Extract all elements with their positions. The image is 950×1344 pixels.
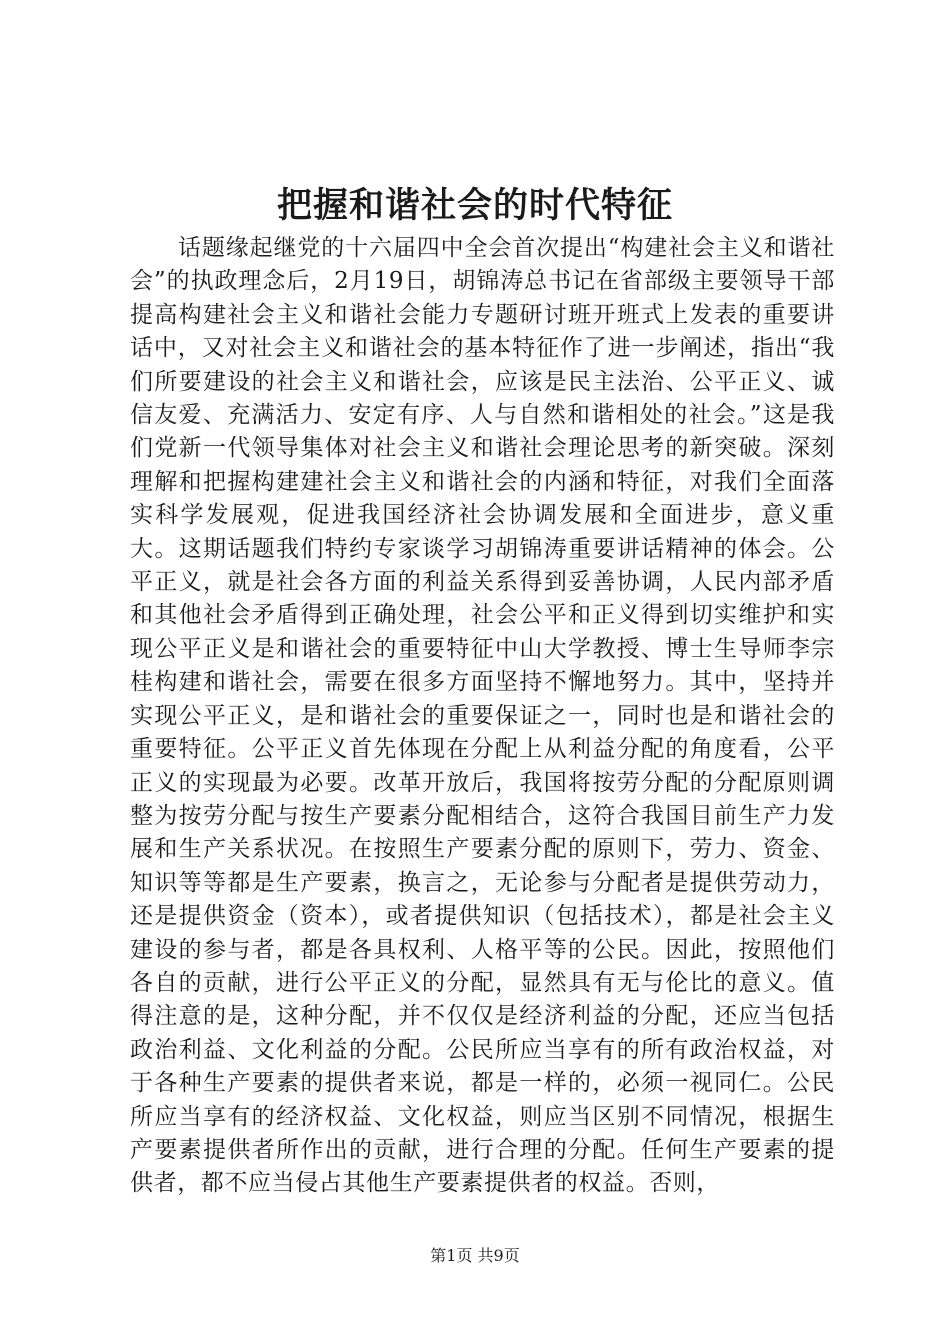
body-paragraph: 话题缘起继党的十六届四中全会首次提出“构建社会主义和谐社会”的执政理念后，2月19日，胡锦涛总书记在省部级主要领导干部提高构建社会主义和谐社会能力专题研讨班开班式上发表的重要讲话中，又对社会主义和谐社会的基本特征作了进一步阐述，指出“我们所要建设的社会主义和谐社会，应该是民主法治、公平正义、诚信友爱、充满活力、安定有序、人与自然和谐相处的社会。”这是我们党新一代领导集体对社会主义和谐社会理论思考的新突破。深刻理解和把握构建建社会主义和谐社会的内涵和特征，对我们全面落实科学发展观，促进我国经济社会协调发展和全面进步，意义重大。这期话题我们特约专家谈学习胡锦涛重要讲话精神的体会。公平正义，就是社会各方面的利益关系得到妥善协调，人民内部矛盾和其他社会矛盾得到正确处理，社会公平和正义得到切实维护和实现公平正义是和谐社会的重要特征中山大学教授、博士生导师李宗桂构建和谐社会，需要在很多方面坚持不懈地努力。其中，坚持并实现公平正义，是和谐社会的重要保证之一，同时也是和谐社会的重要特征。公平正义首先体现在分配上从利益分配的角度看，公平正义的实现最为必要。改革开放后，我国将按劳分配的分配原则调整为按劳分配与按生产要素分配相结合，这符合我国目前生产力发展和生产关系状况。在按照生产要素分配的原则下，劳力、资金、知识等等都是生产要素，换言之，无论参与分配者是提供劳动力，还是提供资金（资本），或者提供知识（包括技术），都是社会主义建设的参与者，都是各具权利、人格平等的公民。因此，按照他们各自的贡献，进行公平正义的分配，显然具有无与伦比的意义。值得注意的是，这种分配，并不仅仅是经济利益的分配，还应当包括政治利益、文化利益的分配。公民所应当享有的所有政治权益，对于各种生产要素的提供者来说，都是一样的，必须一视同仁。公民所应当享有的经济权益、文化权益，则应当区别不同情况，根据生产要素提供者所作出的贡献，进行合理的分配。任何生产要素的提供者，都不应当侵占其他生产要素提供者的权益。否则， [130,235,835,1197]
document-title: 把握和谐社会的时代特征 [276,185,673,226]
page-footer: 第1页 共9页 [430,1246,520,1265]
